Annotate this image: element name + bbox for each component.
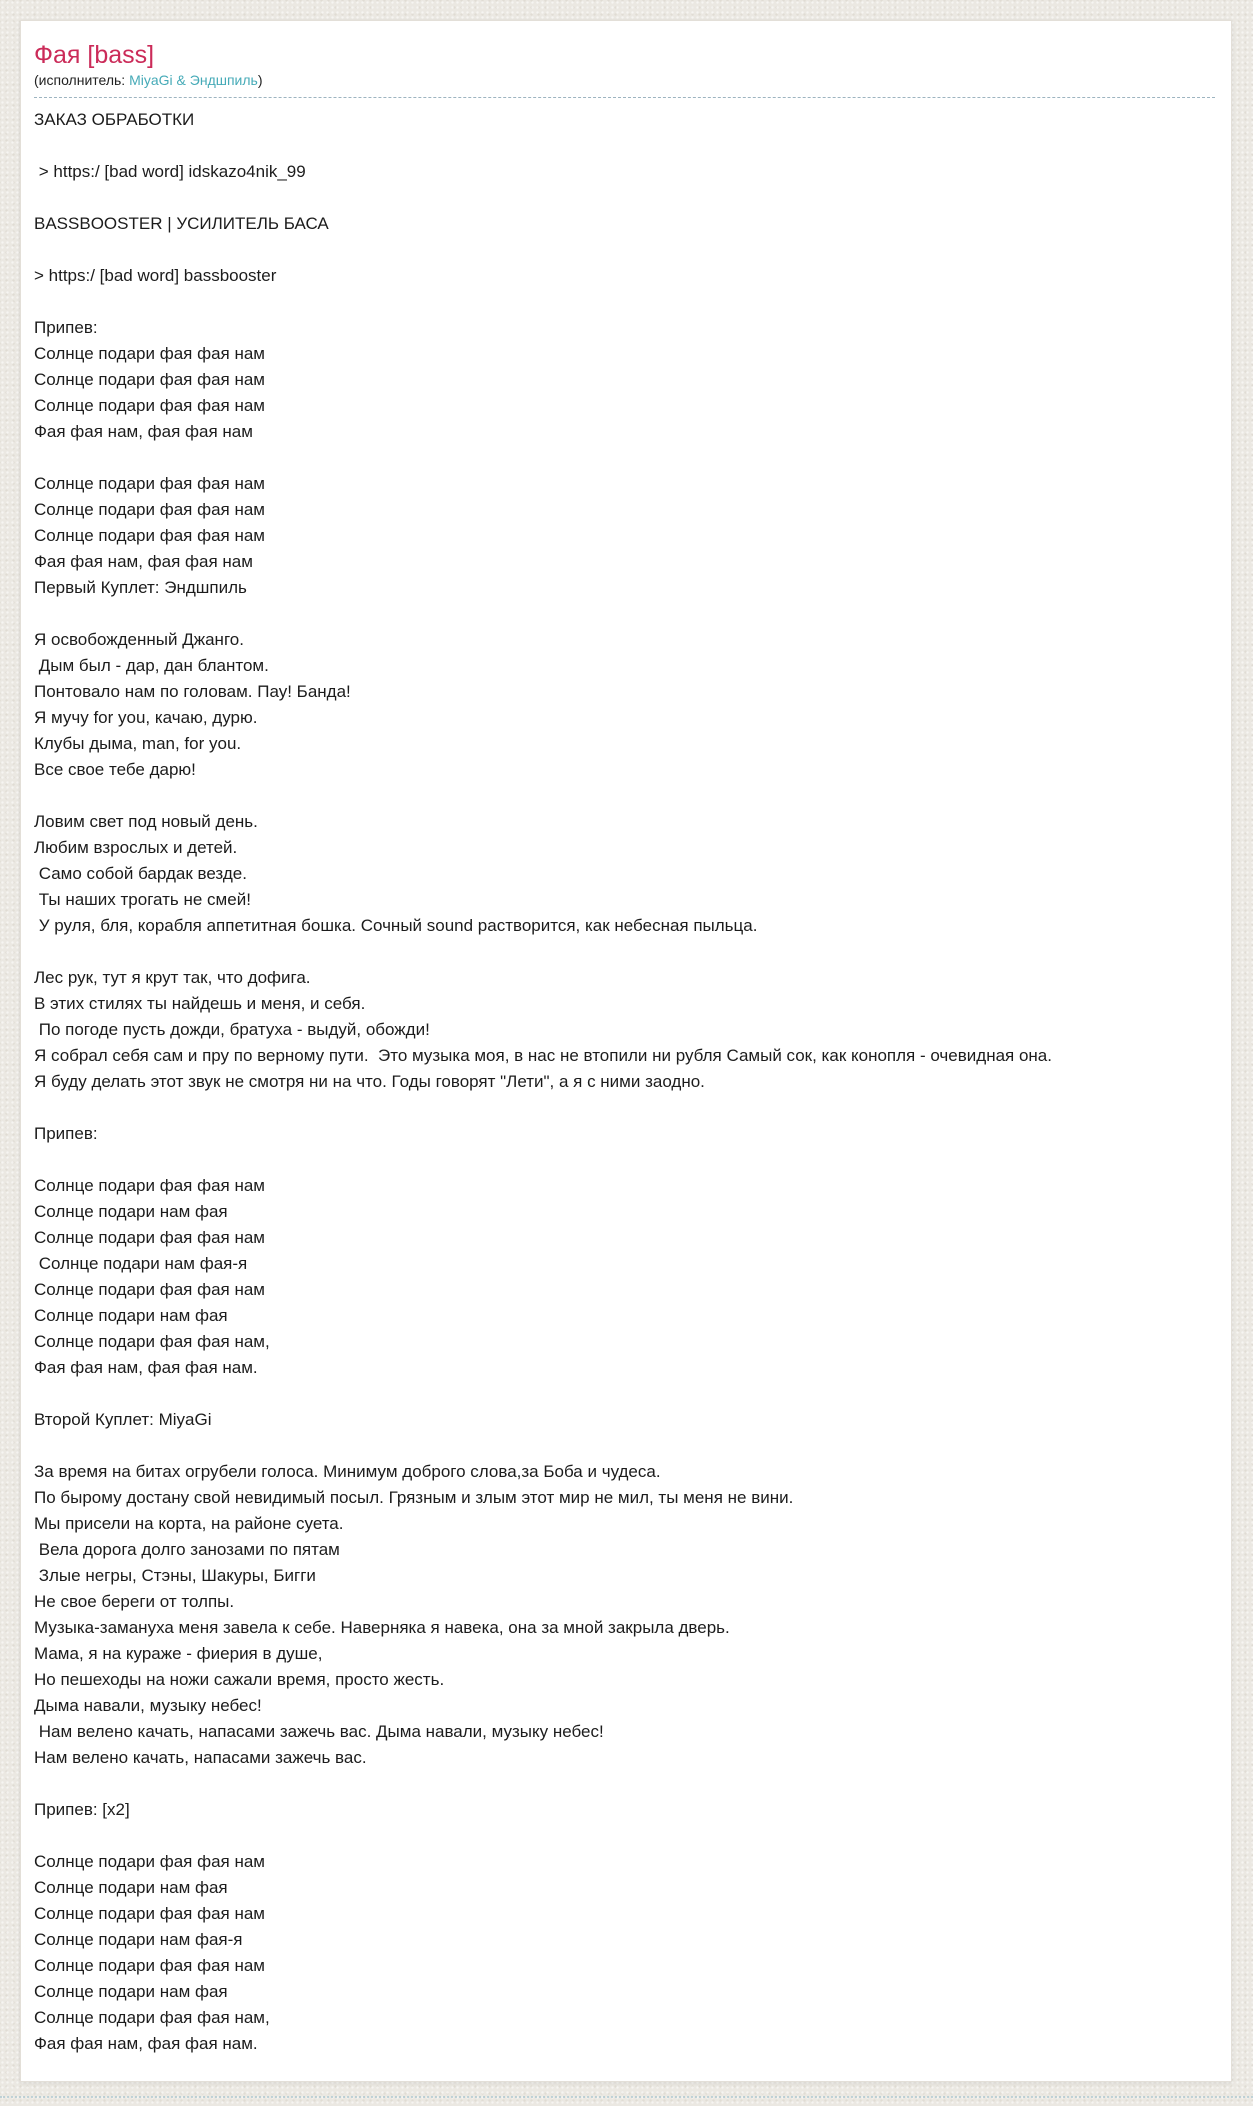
lyric-line: Фая фая нам, фая фая нам. <box>34 1358 258 1377</box>
lyric-line: Я буду делать этот звук не смотря ни на что. Годы говорят "Лети", а я с ними заодно. <box>34 1072 705 1091</box>
lyric-line: Фая фая нам, фая фая нам <box>34 422 253 441</box>
lyric-line: Ловим свет под новый день. <box>34 812 258 831</box>
lyric-line: Понтовало нам по головам. Пау! Банда! <box>34 682 351 701</box>
lyric-line: Солнце подари нам фая-я <box>34 1930 243 1949</box>
lyric-line <box>34 1147 1215 1173</box>
lyric-line <box>34 601 1215 627</box>
lyric-line <box>34 185 1215 211</box>
lyric-line: Солнце подари фая фая нам <box>34 1904 265 1923</box>
bottom-dotted-line <box>0 2096 1253 2098</box>
lyric-line: Припев: <box>34 318 98 337</box>
lyric-line: Солнце подари нам фая <box>34 1878 228 1897</box>
lyric-line: В этих стилях ты найдешь и меня, и себя. <box>34 994 366 1013</box>
lyric-line: Солнце подари фая фая нам <box>34 370 265 389</box>
lyric-line: Солнце подари фая фая нам <box>34 500 265 519</box>
lyric-line: Солнце подари фая фая нам <box>34 474 265 493</box>
lyric-line <box>34 1381 1215 1407</box>
lyric-line: Я мучу for you, качаю, дурю. <box>34 708 258 727</box>
artist-close-paren: ) <box>257 72 263 88</box>
lyric-line: У руля, бля, корабля аппетитная бошка. Сочный sound растворится, как небесная пыльца. <box>34 916 758 935</box>
lyric-line: Нам велено качать, напасами зажечь вас. Дыма навали, музыку небес! <box>34 1722 604 1741</box>
lyric-line: Дыма навали, музыку небес! <box>34 1696 262 1715</box>
lyric-line: Все свое тебе дарю! <box>34 760 196 779</box>
lyric-line: Вела дорога долго занозами по пятам <box>34 1540 340 1559</box>
lyric-line: Фая фая нам, фая фая нам. <box>34 2034 258 2053</box>
lyric-line <box>34 1771 1215 1797</box>
lyric-line <box>34 1095 1215 1121</box>
lyrics-lines <box>34 107 1215 2057</box>
lyric-line: Нам велено качать, напасами зажечь вас. <box>34 1748 367 1767</box>
artist-label: (исполнитель: <box>34 72 130 88</box>
lyric-line: > https:/ [bad word] idskazo4nik_99 <box>34 162 306 181</box>
lyric-line: Но пешеходы на ножи сажали время, просто жесть. <box>34 1670 445 1689</box>
lyric-line: Дым был - дар, дан блантом. <box>34 656 269 675</box>
lyric-line: Второй Куплет: MiyaGi <box>34 1410 212 1429</box>
lyric-line <box>34 1433 1215 1459</box>
lyric-line: Первый Куплет: Эндшпиль <box>34 578 247 597</box>
lyric-line: Ты наших трогать не смей! <box>34 890 251 909</box>
lyric-line: Солнце подари фая фая нам <box>34 344 265 363</box>
lyric-line: Солнце подари фая фая нам <box>34 396 265 415</box>
lyric-line: Солнце подари фая фая нам, <box>34 2008 270 2027</box>
lyric-line: Солнце подари нам фая <box>34 1306 228 1325</box>
lyric-line: Солнце подари фая фая нам <box>34 1176 265 1195</box>
artist-line <box>34 71 1215 89</box>
lyric-line <box>34 237 1215 263</box>
lyric-line: Солнце подари фая фая нам <box>34 1852 265 1871</box>
lyric-line: BASSBOOSTER | УСИЛИТЕЛЬ БАСА <box>34 214 329 233</box>
lyric-line: За время на битах огрубели голоса. Минимум доброго слова,за Боба и чудеса. <box>34 1462 661 1481</box>
lyric-line: Я освобожденный Джанго. <box>34 630 244 649</box>
lyric-line: Злые негры, Стэны, Шакуры, Бигги <box>34 1566 316 1585</box>
lyric-line: По погоде пусть дожди, братуха - выдуй, обожди! <box>34 1020 430 1039</box>
lyric-line: Припев: [x2] <box>34 1800 130 1819</box>
lyric-line: Солнце подари нам фая-я <box>34 1254 248 1273</box>
lyric-line: Само собой бардак везде. <box>34 864 247 883</box>
dashed-separator <box>34 97 1215 98</box>
lyric-line <box>34 289 1215 315</box>
lyric-line <box>34 133 1215 159</box>
song-title: Фая [bass] <box>34 41 155 69</box>
lyric-line: Солнце подари фая фая нам <box>34 526 265 545</box>
lyric-line: Солнце подари фая фая нам <box>34 1956 265 1975</box>
lyric-line: Солнце подари фая фая нам, <box>34 1332 270 1351</box>
lyric-line: Не свое береги от толпы. <box>34 1592 235 1611</box>
lyric-line: Фая фая нам, фая фая нам <box>34 552 253 571</box>
lyric-line: Мама, я на кураже - фиерия в душе, <box>34 1644 323 1663</box>
lyric-line: Мы присели на корта, на районе суета. <box>34 1514 344 1533</box>
lyric-line <box>34 783 1215 809</box>
lyric-line: Солнце подари фая фая нам <box>34 1228 265 1247</box>
lyric-line: > https:/ [bad word] bassbooster <box>34 266 277 285</box>
lyric-line: Припев: <box>34 1124 98 1143</box>
lyric-line: По бырому достану свой невидимый посыл. Грязным и злым этот мир не мил, ты меня не вини. <box>34 1488 794 1507</box>
lyric-line <box>34 1823 1215 1849</box>
lyrics-card <box>20 20 1232 2082</box>
lyric-line: Солнце подари нам фая <box>34 1202 228 1221</box>
lyric-line <box>34 445 1215 471</box>
lyric-line: Любим взрослых и детей. <box>34 838 238 857</box>
lyric-line: Солнце подари нам фая <box>34 1982 228 2001</box>
lyric-line: Музыка-замануха меня завела к себе. Наверняка я навека, она за мной закрыла дверь. <box>34 1618 730 1637</box>
lyric-line: ЗАКАЗ ОБРАБОТКИ <box>34 110 195 129</box>
lyric-line <box>34 939 1215 965</box>
lyric-line: Я собрал себя сам и пру по верному пути. Это музыка моя, в нас не втопили ни рубля Самый сок, как конопля - очевидная она. <box>34 1046 1052 1065</box>
lyric-line: Лес рук, тут я крут так, что дофига. <box>34 968 311 987</box>
artist-link[interactable]: MiyaGi & Эндшпиль <box>129 72 258 88</box>
lyric-line: Солнце подари фая фая нам <box>34 1280 265 1299</box>
lyric-line: Клубы дыма, man, for you. <box>34 734 242 753</box>
